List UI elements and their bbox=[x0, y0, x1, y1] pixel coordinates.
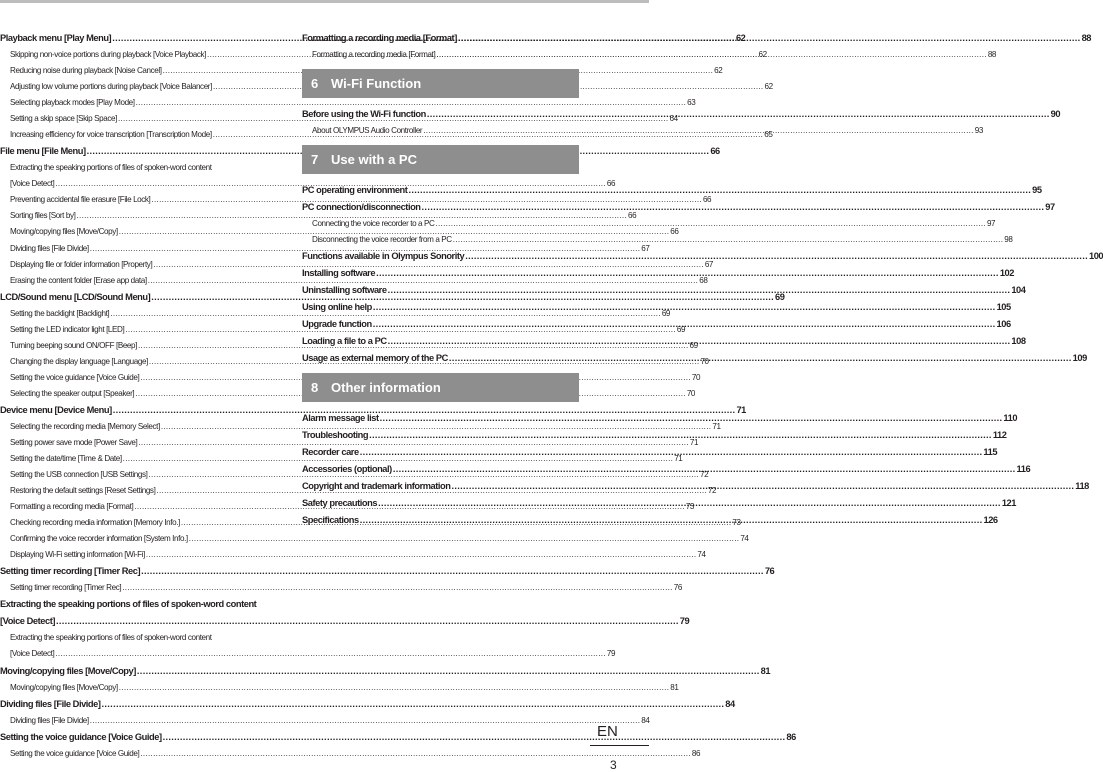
entry-title: PC connection/disconnection bbox=[302, 202, 421, 213]
entry-page: 67 bbox=[704, 259, 714, 269]
entry-title: Setting the backlight [Backlight] bbox=[10, 308, 110, 318]
toc-entry[interactable] bbox=[0, 563, 775, 580]
toc-entry[interactable] bbox=[0, 696, 735, 713]
entry-title: Moving/copying files [Move/Copy] bbox=[10, 227, 118, 237]
dot-leader bbox=[141, 563, 764, 580]
dot-leader bbox=[373, 299, 996, 316]
toc-entry[interactable] bbox=[0, 613, 690, 630]
dot-leader bbox=[56, 613, 679, 630]
entry-page: 104 bbox=[1011, 285, 1026, 296]
entry-page: 64 bbox=[669, 114, 678, 124]
entry-page: 115 bbox=[983, 447, 998, 458]
dot-leader bbox=[189, 531, 740, 547]
entry-title: Setting timer recording [Timer Rec] bbox=[0, 566, 141, 577]
entry-title: Moving/copying files [Move/Copy] bbox=[10, 682, 118, 692]
section-number: 6 bbox=[311, 76, 319, 92]
entry-page: 88 bbox=[1081, 33, 1092, 43]
entry-title: Setting the voice guidance [Voice Guide] bbox=[10, 372, 140, 382]
entry-title: Troubleshooting bbox=[302, 430, 369, 441]
toc-subentry[interactable] bbox=[0, 746, 701, 762]
entry-title: Displaying file or folder information [Property] bbox=[10, 259, 153, 269]
dot-leader bbox=[380, 410, 1003, 427]
entry-title: Installing software bbox=[302, 268, 376, 279]
entry-page: 66 bbox=[606, 179, 616, 189]
dot-leader bbox=[423, 123, 974, 139]
dot-leader bbox=[458, 30, 1081, 47]
dot-leader bbox=[465, 248, 1088, 265]
entry-title: Functions available in Olympus Sonority bbox=[302, 251, 465, 262]
toc-subentry[interactable] bbox=[0, 531, 749, 547]
entry-title: [Voice Detect] bbox=[10, 179, 55, 189]
entry-page: 84 bbox=[725, 698, 735, 709]
toc-subentry[interactable] bbox=[0, 63, 723, 79]
entry-page: 72 bbox=[700, 470, 709, 480]
section-header bbox=[302, 69, 579, 98]
toc-entry[interactable] bbox=[0, 663, 771, 680]
dot-leader bbox=[163, 729, 786, 746]
entry-title: [Voice Detect] bbox=[10, 649, 55, 659]
entry-title: Dividing files [File Divide] bbox=[0, 698, 101, 709]
entry-title: Accessories (optional) bbox=[302, 464, 392, 475]
toc-subentry[interactable] bbox=[0, 95, 696, 111]
entry-title: Upgrade function bbox=[302, 319, 372, 330]
entry-page: 71 bbox=[712, 421, 721, 431]
entry-title: Formatting a recording media [Format] bbox=[302, 33, 457, 43]
dot-leader bbox=[376, 265, 999, 282]
entry-page: 74 bbox=[740, 534, 749, 544]
entry-title: Formatting a recording media [Format] bbox=[312, 50, 436, 59]
entry-page: 72 bbox=[707, 486, 717, 496]
entry-title: Reducing noise during playback [Noise Cancel] bbox=[10, 66, 162, 76]
entry-title: Skipping non-voice portions during playback [Voice Playback] bbox=[10, 50, 207, 59]
entry-title: Setting timer recording [Timer Rec] bbox=[10, 583, 122, 593]
entry-page: 93 bbox=[974, 126, 983, 136]
entry-page: 71 bbox=[674, 454, 683, 464]
entry-page: 98 bbox=[1004, 235, 1013, 245]
toc-subentry[interactable] bbox=[0, 713, 650, 729]
entry-page: 100 bbox=[1088, 251, 1103, 262]
entry-title: Setting the USB connection [USB Settings] bbox=[10, 470, 148, 480]
entry-page: 118 bbox=[1075, 481, 1089, 492]
entry-title: Displaying Wi-Fi setting information [Wi-Fi] bbox=[10, 550, 145, 560]
entry-page: 69 bbox=[676, 324, 686, 334]
entry-title: Before using the Wi-Fi function bbox=[302, 109, 426, 120]
entry-title: Setting the voice guidance [Voice Guide] bbox=[0, 731, 162, 742]
toc-subentry[interactable] bbox=[0, 257, 714, 273]
entry-title: About OLYMPUS Audio Controller bbox=[312, 126, 423, 136]
entry-page: 110 bbox=[1003, 413, 1018, 424]
dot-leader bbox=[388, 333, 1011, 350]
entry-page: 84 bbox=[641, 715, 650, 725]
dot-leader bbox=[360, 444, 983, 461]
entry-page: 86 bbox=[691, 748, 701, 758]
entry-title: Setting the date/time [Time & Date] bbox=[10, 454, 122, 464]
toc-subentry[interactable] bbox=[0, 419, 721, 435]
language-label: EN bbox=[597, 723, 618, 740]
entry-page: 70 bbox=[700, 356, 709, 366]
entry-page: 126 bbox=[983, 515, 998, 526]
entry-page: 69 bbox=[661, 308, 671, 318]
entry-page: 79 bbox=[679, 616, 690, 627]
entry-title: Erasing the content folder [Erase app data] bbox=[10, 275, 147, 285]
entry-page: 71 bbox=[689, 437, 699, 447]
dot-leader bbox=[453, 232, 1004, 248]
entry-title: Moving/copying files [Move/Copy] bbox=[0, 665, 136, 676]
entry-page: 73 bbox=[732, 518, 741, 528]
entry-page: 112 bbox=[992, 430, 1007, 441]
section-header bbox=[302, 145, 579, 174]
toc-subentry[interactable] bbox=[0, 547, 706, 563]
entry-title: Sorting files [Sort by] bbox=[10, 211, 76, 221]
section-title: Use with a PC bbox=[331, 152, 417, 168]
entry-title: Safety precautions bbox=[302, 498, 378, 509]
entry-page: 81 bbox=[760, 665, 771, 676]
entry-title: Using online help bbox=[302, 302, 372, 313]
entry-page: 66 bbox=[702, 195, 712, 205]
section-header bbox=[302, 373, 579, 402]
entry-page: 71 bbox=[736, 404, 746, 415]
entry-title-line1[interactable]: Extracting the speaking portions of files of spoken-word content bbox=[10, 633, 212, 643]
entry-page: 62 bbox=[735, 33, 746, 43]
entry-title: PC operating environment bbox=[302, 185, 408, 196]
entry-title: Turning beeping sound ON/OFF [Beep] bbox=[10, 340, 137, 350]
entry-page: 70 bbox=[686, 388, 696, 398]
toc-subentry[interactable] bbox=[0, 580, 682, 596]
entry-title: Disconnecting the voice recorder from a PC bbox=[312, 235, 452, 245]
entry-page: 105 bbox=[996, 302, 1011, 313]
entry-page: 106 bbox=[996, 319, 1011, 330]
section-title: Other information bbox=[331, 380, 441, 396]
dot-leader bbox=[373, 316, 996, 333]
entry-title: Setting a skip space [Skip Space] bbox=[10, 114, 117, 124]
entry-page: 109 bbox=[1072, 353, 1087, 364]
entry-page: 116 bbox=[1016, 464, 1031, 475]
dot-leader bbox=[119, 680, 670, 696]
entry-page: 108 bbox=[1011, 336, 1026, 347]
entry-page: 62 bbox=[714, 66, 723, 76]
entry-page: 76 bbox=[673, 583, 682, 593]
entry-page: 66 bbox=[670, 227, 679, 237]
entry-title: Setting power save mode [Power Save] bbox=[10, 437, 138, 447]
entry-page: 79 bbox=[606, 649, 616, 659]
dot-leader bbox=[408, 182, 1031, 199]
entry-page: 102 bbox=[999, 268, 1014, 279]
entry-page: 66 bbox=[710, 146, 720, 157]
entry-page: 70 bbox=[691, 372, 701, 382]
language-underline bbox=[590, 745, 649, 746]
entry-title: Alarm message list bbox=[302, 413, 379, 424]
entry-page: 76 bbox=[764, 566, 775, 577]
dot-leader bbox=[360, 512, 983, 529]
dot-leader bbox=[137, 663, 760, 680]
entry-page: 69 bbox=[689, 340, 698, 350]
toc-subentry[interactable] bbox=[0, 370, 701, 386]
entry-title: Loading a file to a PC bbox=[302, 336, 387, 347]
section-number: 7 bbox=[311, 152, 319, 168]
entry-title: Formatting a recording media [Format] bbox=[10, 502, 134, 512]
dot-leader bbox=[102, 696, 725, 713]
entry-title: Copyright and trademark information bbox=[302, 481, 451, 492]
entry-title: Selecting the recording media [Memory Select] bbox=[10, 421, 160, 431]
entry-page: 86 bbox=[786, 731, 796, 742]
entry-page: 121 bbox=[1001, 498, 1016, 509]
dot-leader bbox=[122, 580, 673, 596]
dot-leader bbox=[378, 495, 1001, 512]
entry-title: Adjusting low volume portions during playback [Voice Balancer] bbox=[10, 82, 212, 92]
entry-title: Playback menu [Play Menu] bbox=[0, 33, 112, 43]
entry-title: Usage as external memory of the PC bbox=[302, 353, 448, 364]
entry-page: 65 bbox=[764, 130, 773, 140]
entry-title: Dividing files [File Divide] bbox=[10, 715, 89, 725]
dot-leader bbox=[146, 547, 697, 563]
entry-title: Selecting the speaker output [Speaker] bbox=[10, 388, 135, 398]
entry-title: Preventing accidental file erasure [File Lock] bbox=[10, 195, 151, 205]
entry-title: Uninstalling software bbox=[302, 285, 387, 296]
dot-leader bbox=[435, 216, 986, 232]
entry-title-line1[interactable]: Extracting the speaking portions of files of spoken-word content bbox=[0, 599, 257, 610]
entry-title: File menu [File Menu] bbox=[0, 146, 86, 157]
page-number: 3 bbox=[610, 758, 617, 772]
dot-leader bbox=[388, 282, 1011, 299]
entry-page: 95 bbox=[1032, 185, 1042, 196]
entry-title: Setting the voice guidance [Voice Guide] bbox=[10, 748, 140, 758]
entry-title: Increasing efficiency for voice transcription [Transcription Mode] bbox=[10, 130, 212, 140]
entry-page: 88 bbox=[987, 50, 997, 59]
dot-leader bbox=[449, 350, 1072, 367]
entry-title: Checking recording media information [Memory Info.] bbox=[10, 518, 180, 528]
toc-subentry[interactable] bbox=[0, 646, 616, 662]
entry-page: 97 bbox=[986, 219, 996, 229]
entry-title: [Voice Detect] bbox=[0, 616, 56, 627]
toc-subentry[interactable] bbox=[0, 680, 679, 696]
entry-page: 67 bbox=[641, 243, 650, 253]
entry-page: 97 bbox=[1045, 202, 1055, 213]
top-rule bbox=[0, 0, 649, 3]
entry-page: 73 bbox=[685, 502, 695, 512]
section-title: Wi-Fi Function bbox=[331, 76, 422, 92]
dot-leader bbox=[140, 746, 691, 762]
entry-page: 81 bbox=[670, 682, 679, 692]
entry-title-line1[interactable]: Extracting the speaking portions of files of spoken-word content bbox=[10, 163, 212, 173]
dot-leader bbox=[452, 478, 1075, 495]
entry-title: Confirming the voice recorder information [System Info.] bbox=[10, 534, 188, 544]
entry-page: 62 bbox=[758, 50, 767, 59]
dot-leader bbox=[393, 461, 1016, 478]
entry-title: Device menu [Device Menu] bbox=[0, 404, 112, 415]
entry-page: 66 bbox=[628, 211, 637, 221]
dot-leader bbox=[422, 199, 1045, 216]
entry-page: 74 bbox=[697, 550, 706, 560]
entry-page: 69 bbox=[775, 291, 785, 302]
dot-leader bbox=[369, 427, 992, 444]
dot-leader bbox=[427, 106, 1050, 123]
entry-title: Restoring the default settings [Reset Settings] bbox=[10, 486, 156, 496]
entry-page: 90 bbox=[1050, 109, 1061, 120]
entry-title: Connecting the voice recorder to a PC bbox=[312, 219, 435, 229]
entry-title: Recorder care bbox=[302, 447, 359, 458]
entry-page: 68 bbox=[699, 275, 708, 285]
entry-title: LCD/Sound menu [LCD/Sound Menu] bbox=[0, 291, 151, 302]
entry-title: Selecting playback modes [Play Mode] bbox=[10, 98, 135, 108]
dot-leader bbox=[55, 646, 606, 662]
entry-title: Dividing files [File Divide] bbox=[10, 243, 89, 253]
entry-title: Specifications bbox=[302, 515, 359, 526]
entry-page: 63 bbox=[687, 98, 696, 108]
entry-title: Changing the display language [Language] bbox=[10, 356, 148, 366]
entry-title: Setting the LED indicator light [LED] bbox=[10, 324, 125, 334]
dot-leader bbox=[436, 47, 987, 63]
section-number: 8 bbox=[311, 380, 319, 396]
dot-leader bbox=[90, 713, 641, 729]
entry-page: 62 bbox=[764, 82, 773, 92]
